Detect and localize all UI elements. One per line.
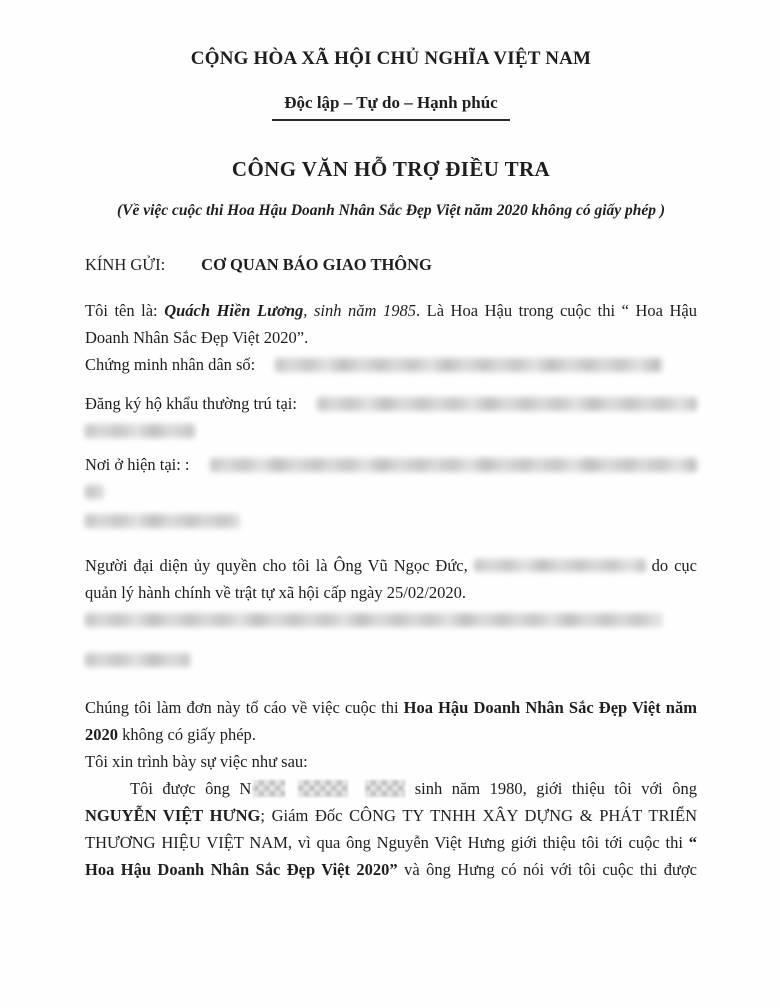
redacted-residence-address-line2 (85, 424, 195, 438)
accusation-pageant-name: Hoa Hậu Doanh Nhân Sắc Đẹp Việt năm 2020 (85, 698, 697, 744)
accusation-paragraph (85, 694, 697, 748)
residence-row (85, 390, 697, 417)
redacted-residence-address (317, 397, 697, 411)
redacted-line-short (85, 653, 190, 667)
recipient-label: KÍNH GỬI: (85, 255, 166, 274)
current-address-row (85, 451, 697, 478)
redacted-mosaic-name-3 (365, 780, 405, 797)
redacted-id-number (275, 358, 662, 372)
declarant-name: Quách Hiền Lương (164, 301, 304, 320)
redacted-mosaic-name-2 (298, 780, 348, 797)
body-seg2: sinh năm 1980, giới thiệu tôi với ông (405, 779, 697, 798)
recipient-line (85, 253, 697, 277)
accusation-seg2: không có giấy phép. (118, 725, 256, 744)
statement-intro-line: Tôi xin trình bày sự việc như sau: (85, 752, 308, 771)
statement-body-paragraph (85, 775, 697, 883)
intro-seg3: . Là Hoa Hậu trong cuộc thi “ Hoa Hậu Doanh Nhân Sắc Đẹp Việt 2020”. (85, 301, 698, 347)
representative-seg1: Người đại diện ủy quyền cho tôi là Ông Vũ Ngọc Đức, (85, 556, 474, 575)
document-subtitle: (Về việc cuộc thi Hoa Hậu Doanh Nhân Sắc Đẹp Việt năm 2020 không có giấy phép ) (116, 202, 666, 219)
body-seg4: và ông Hưng có nói với tôi cuộc thi được (397, 860, 697, 879)
redacted-current-address-line2 (85, 485, 104, 499)
document-title: CÔNG VĂN HỖ TRỢ ĐIỀU TRA (231, 157, 551, 181)
intro-seg1: Tôi tên là: (85, 301, 165, 320)
redacted-line-representative-address (85, 613, 662, 627)
body-person-name: NGUYỄN VIỆT HƯNG (85, 806, 261, 825)
residence-field (85, 390, 697, 438)
accusation-seg1: Chúng tôi làm đơn này tố cáo về việc cuộc thi (85, 698, 404, 717)
redacted-representative-id (474, 559, 646, 572)
redacted-mosaic-name-1 (253, 780, 285, 797)
representative-seg2: do cục quản lý hành chính về trật tự xã hội cấp ngày 25/02/2020. (85, 556, 697, 602)
residence-label: Đăng ký hộ khẩu thường trú tại: (85, 394, 297, 413)
redacted-line-phone (85, 514, 240, 528)
recipient-value: CƠ QUAN BÁO GIAO THÔNG (201, 255, 432, 274)
current-address-field (85, 451, 697, 499)
body-seg3: ; Giám Đốc CÔNG TY TNHH XÂY DỰNG & PHÁT TRIỂN THƯƠNG HIỆU VIỆT NAM, vì qua ông Nguyễn Việt Hưng giới thiệu tôi tới cuộc thi (85, 806, 697, 852)
body-pageant-name: “ Hoa Hậu Doanh Nhân Sắc Đẹp Việt 2020” (85, 833, 697, 879)
id-number-row (85, 351, 697, 378)
intro-paragraph (85, 297, 697, 351)
motto-row (85, 92, 697, 121)
national-motto: Độc lập – Tự do – Hạnh phúc (272, 92, 509, 121)
national-header: CỘNG HÒA XÃ HỘI CHỦ NGHĨA VIỆT NAM (190, 48, 592, 69)
body-seg1: Tôi được ông N (130, 779, 252, 798)
id-number-label: Chứng minh nhân dân số: (85, 355, 256, 374)
redacted-current-address (210, 458, 697, 472)
intro-birth-year: , sinh năm 1985 (303, 301, 416, 320)
representative-paragraph (85, 552, 697, 606)
current-address-label: Nơi ở hiện tại: : (85, 455, 190, 474)
